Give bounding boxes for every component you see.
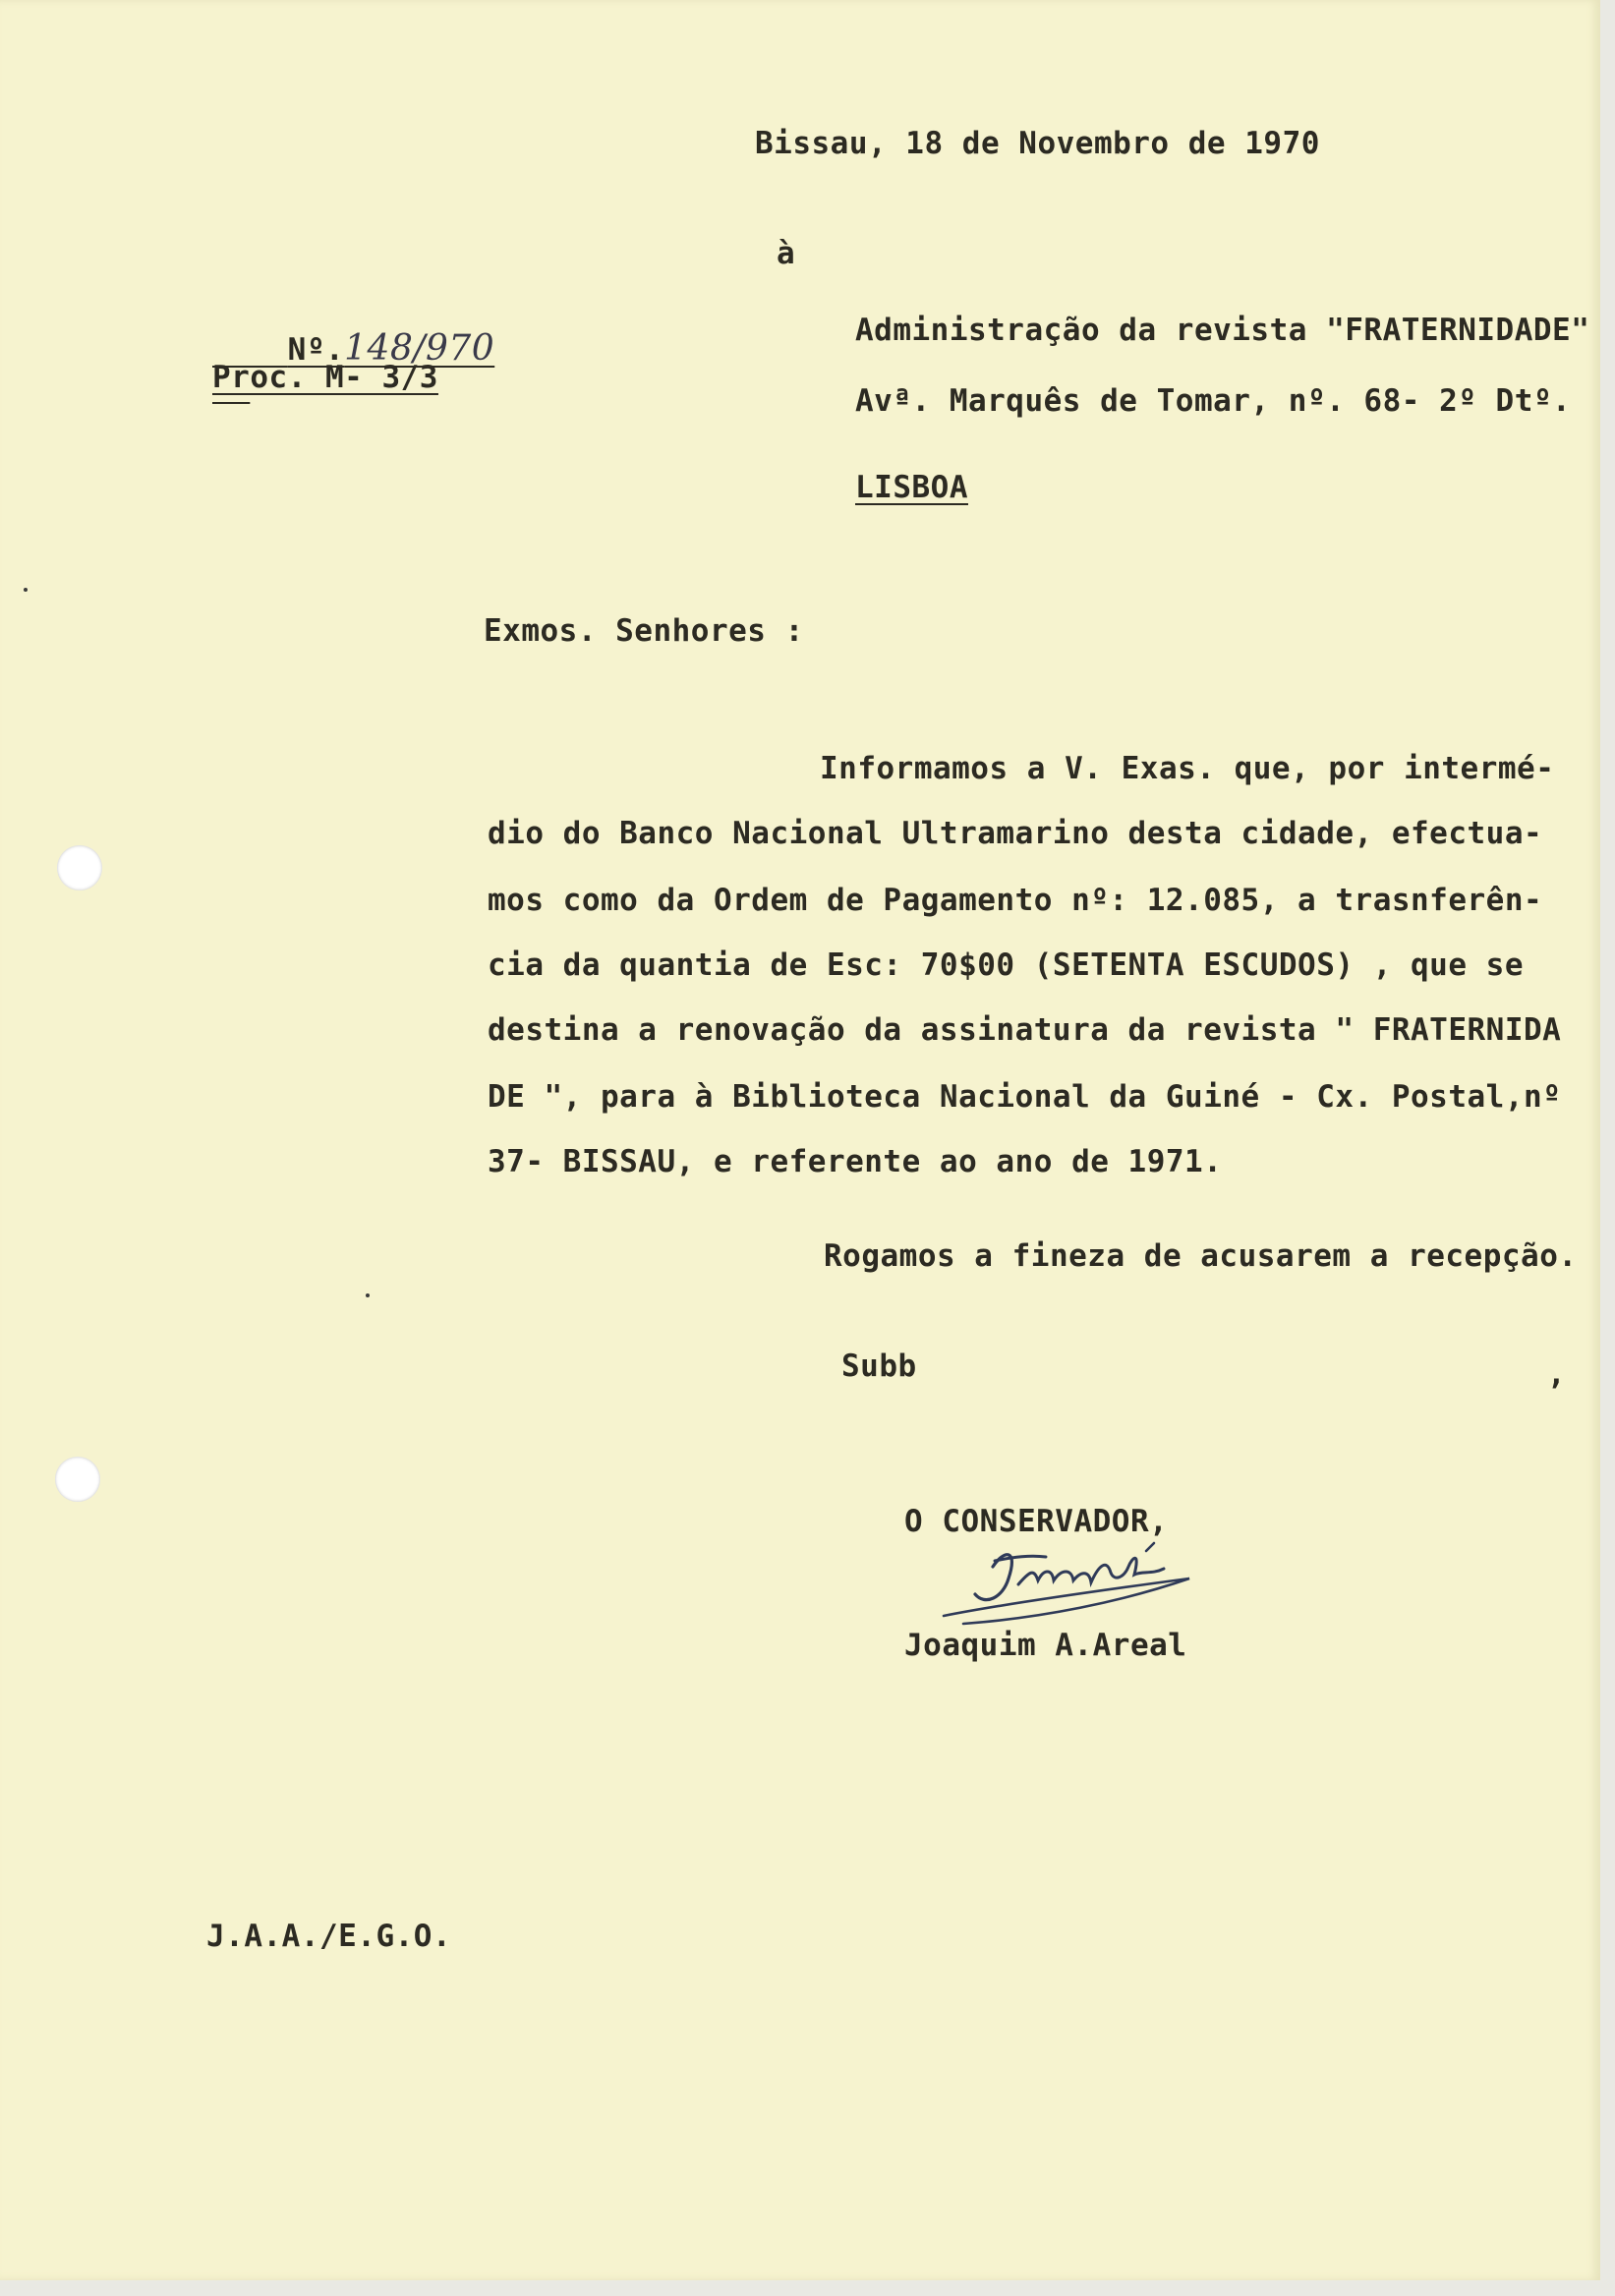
to-marker: à: [777, 236, 796, 271]
body-line-5: destina a renovação da assinatura da revista " FRATERNIDA: [488, 1012, 1562, 1048]
recipient-city: LISBOA: [855, 470, 968, 505]
closing-request: Rogamos a fineza de acusarem a recepção.: [824, 1238, 1578, 1274]
ink-speck: [366, 1293, 370, 1297]
reference-number-prefix: Nº.: [287, 332, 345, 368]
subscription: Subb: [841, 1349, 917, 1384]
body-line-7: 37- BISSAU, e referente ao ano de 1971.: [488, 1144, 1223, 1179]
ink-speck: [24, 588, 28, 592]
handwritten-signature: [924, 1521, 1209, 1630]
date-line: Bissau, 18 de Novembro de 1970: [755, 126, 1320, 161]
body-line-6: DE ", para à Biblioteca Nacional da Guiné - Cx. Postal,nº: [488, 1079, 1562, 1115]
punch-hole-top: [57, 845, 102, 890]
process-reference: Proc. M- 3/3: [212, 360, 438, 395]
body-line-3: mos como da Ordem de Pagamento nº: 12.085, a trasnferên-: [488, 883, 1543, 918]
salutation: Exmos. Senhores :: [484, 613, 804, 649]
body-line-2: dio do Banco Nacional Ultramarino desta cidade, efectua-: [488, 816, 1543, 851]
signer-title: O CONSERVADOR,: [904, 1504, 1169, 1539]
body-line-1: Informamos a V. Exas. que, por intermé-: [820, 751, 1555, 786]
recipient-line-1: Administração da revista "FRATERNIDADE": [855, 313, 1590, 348]
recipient-line-2: Avª. Marquês de Tomar, nº. 68- 2º Dtº.: [855, 383, 1572, 419]
subscription-comma: ,: [1547, 1356, 1567, 1392]
body-line-4: cia da quantia de Esc: 70$00 (SETENTA ESCUDOS) , que se: [488, 947, 1524, 983]
signer-name: Joaquim A.Areal: [904, 1628, 1187, 1663]
typist-initials: J.A.A./E.G.O.: [206, 1919, 452, 1954]
reference-number-handwritten: 148/970: [344, 328, 495, 369]
punch-hole-bottom: [55, 1457, 100, 1502]
